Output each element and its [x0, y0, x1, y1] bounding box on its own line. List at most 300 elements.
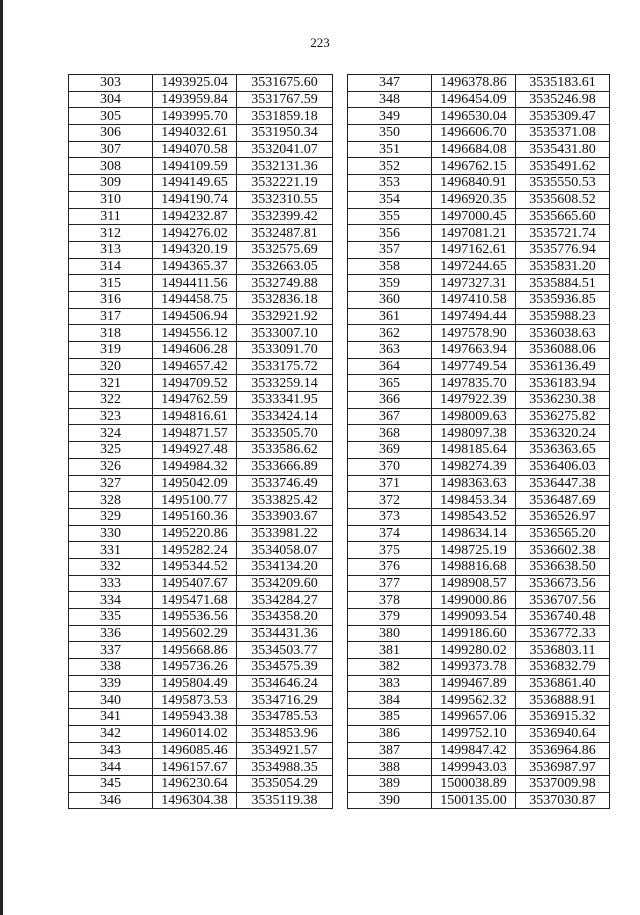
- y-coordinate-cell: 3536638.50: [516, 558, 610, 575]
- y-coordinate-cell: 3536320.24: [516, 425, 610, 442]
- y-coordinate-cell: 3534134.20: [237, 558, 333, 575]
- table-row: [69, 625, 333, 642]
- point-number-cell: 366: [348, 392, 432, 409]
- y-coordinate-cell: 3537030.87: [516, 792, 610, 809]
- x-coordinate-cell: 1498185.64: [432, 442, 516, 459]
- y-coordinate-cell: 3533259.14: [237, 375, 333, 392]
- y-coordinate-cell: 3534646.24: [237, 675, 333, 692]
- table-row: [348, 258, 610, 275]
- table-row: [69, 709, 333, 726]
- x-coordinate-cell: 1500038.89: [432, 775, 516, 792]
- table-row: [348, 208, 610, 225]
- table-row: [348, 91, 610, 108]
- table-row: [69, 725, 333, 742]
- table-row: [69, 125, 333, 142]
- x-coordinate-cell: 1495602.29: [153, 625, 237, 642]
- x-coordinate-cell: 1496304.38: [153, 792, 237, 809]
- point-number-cell: 371: [348, 475, 432, 492]
- point-number-cell: 388: [348, 759, 432, 776]
- table-row: [69, 592, 333, 609]
- table-row: [348, 458, 610, 475]
- x-coordinate-cell: 1497327.31: [432, 275, 516, 292]
- y-coordinate-cell: 3535054.29: [237, 775, 333, 792]
- y-coordinate-cell: 3533586.62: [237, 442, 333, 459]
- x-coordinate-cell: 1495873.53: [153, 692, 237, 709]
- table-row: [348, 175, 610, 192]
- x-coordinate-cell: 1494032.61: [153, 125, 237, 142]
- y-coordinate-cell: 3533007.10: [237, 325, 333, 342]
- table-row: [348, 392, 610, 409]
- point-number-cell: 339: [69, 675, 153, 692]
- y-coordinate-cell: 3532836.18: [237, 291, 333, 308]
- y-coordinate-cell: 3532749.88: [237, 275, 333, 292]
- point-number-cell: 303: [69, 75, 153, 92]
- coordinates-table-right: [347, 74, 610, 809]
- x-coordinate-cell: 1496014.02: [153, 725, 237, 742]
- x-coordinate-cell: 1494149.65: [153, 175, 237, 192]
- point-number-cell: 375: [348, 542, 432, 559]
- table-row: [69, 542, 333, 559]
- point-number-cell: 363: [348, 342, 432, 359]
- point-number-cell: 364: [348, 358, 432, 375]
- table-row: [69, 342, 333, 359]
- y-coordinate-cell: 3532399.42: [237, 208, 333, 225]
- point-number-cell: 381: [348, 642, 432, 659]
- point-number-cell: 349: [348, 108, 432, 125]
- table-row: [69, 158, 333, 175]
- y-coordinate-cell: 3535776.94: [516, 241, 610, 258]
- x-coordinate-cell: 1496378.86: [432, 75, 516, 92]
- y-coordinate-cell: 3531859.18: [237, 108, 333, 125]
- table-row: [69, 108, 333, 125]
- y-coordinate-cell: 3536183.94: [516, 375, 610, 392]
- x-coordinate-cell: 1497749.54: [432, 358, 516, 375]
- y-coordinate-cell: 3532575.69: [237, 241, 333, 258]
- table-row: [69, 91, 333, 108]
- y-coordinate-cell: 3532131.36: [237, 158, 333, 175]
- point-number-cell: 338: [69, 659, 153, 676]
- table-row: [348, 792, 610, 809]
- y-coordinate-cell: 3532921.92: [237, 308, 333, 325]
- point-number-cell: 318: [69, 325, 153, 342]
- y-coordinate-cell: 3533746.49: [237, 475, 333, 492]
- y-coordinate-cell: 3533341.95: [237, 392, 333, 409]
- x-coordinate-cell: 1493959.84: [153, 91, 237, 108]
- y-coordinate-cell: 3536740.48: [516, 609, 610, 626]
- y-coordinate-cell: 3534284.27: [237, 592, 333, 609]
- x-coordinate-cell: 1495160.36: [153, 508, 237, 525]
- y-coordinate-cell: 3531675.60: [237, 75, 333, 92]
- table-row: [348, 525, 610, 542]
- y-coordinate-cell: 3536406.03: [516, 458, 610, 475]
- point-number-cell: 350: [348, 125, 432, 142]
- table-row: [348, 692, 610, 709]
- x-coordinate-cell: 1499373.78: [432, 659, 516, 676]
- point-number-cell: 360: [348, 291, 432, 308]
- y-coordinate-cell: 3535550.53: [516, 175, 610, 192]
- x-coordinate-cell: 1496762.15: [432, 158, 516, 175]
- x-coordinate-cell: 1495344.52: [153, 558, 237, 575]
- table-row: [348, 342, 610, 359]
- x-coordinate-cell: 1497162.61: [432, 241, 516, 258]
- x-coordinate-cell: 1496840.91: [432, 175, 516, 192]
- y-coordinate-cell: 3535371.08: [516, 125, 610, 142]
- x-coordinate-cell: 1497000.45: [432, 208, 516, 225]
- point-number-cell: 317: [69, 308, 153, 325]
- point-number-cell: 310: [69, 191, 153, 208]
- point-number-cell: 324: [69, 425, 153, 442]
- y-coordinate-cell: 3536363.65: [516, 442, 610, 459]
- table-row: [69, 291, 333, 308]
- table-row: [348, 375, 610, 392]
- table-row: [348, 358, 610, 375]
- x-coordinate-cell: 1498274.39: [432, 458, 516, 475]
- table-row: [348, 475, 610, 492]
- x-coordinate-cell: 1494657.42: [153, 358, 237, 375]
- table-row: [348, 225, 610, 242]
- point-number-cell: 319: [69, 342, 153, 359]
- y-coordinate-cell: 3532041.07: [237, 141, 333, 158]
- y-coordinate-cell: 3535119.38: [237, 792, 333, 809]
- y-coordinate-cell: 3535936.85: [516, 291, 610, 308]
- x-coordinate-cell: 1495668.86: [153, 642, 237, 659]
- y-coordinate-cell: 3533666.89: [237, 458, 333, 475]
- y-coordinate-cell: 3535665.60: [516, 208, 610, 225]
- x-coordinate-cell: 1494606.28: [153, 342, 237, 359]
- point-number-cell: 332: [69, 558, 153, 575]
- x-coordinate-cell: 1494109.59: [153, 158, 237, 175]
- table-row: [348, 325, 610, 342]
- x-coordinate-cell: 1495220.86: [153, 525, 237, 542]
- x-coordinate-cell: 1494070.58: [153, 141, 237, 158]
- y-coordinate-cell: 3535884.51: [516, 275, 610, 292]
- table-row: [69, 675, 333, 692]
- table-row: [69, 425, 333, 442]
- scan-edge-line: [0, 0, 3, 915]
- table-row: [69, 525, 333, 542]
- point-number-cell: 373: [348, 508, 432, 525]
- table-row: [69, 208, 333, 225]
- coordinates-table-left: [68, 74, 333, 809]
- table-row: [348, 659, 610, 676]
- table-row: [69, 191, 333, 208]
- x-coordinate-cell: 1498634.14: [432, 525, 516, 542]
- x-coordinate-cell: 1495471.68: [153, 592, 237, 609]
- table-row: [69, 442, 333, 459]
- x-coordinate-cell: 1499847.42: [432, 742, 516, 759]
- point-number-cell: 311: [69, 208, 153, 225]
- table-row: [348, 759, 610, 776]
- point-number-cell: 348: [348, 91, 432, 108]
- table-row: [69, 692, 333, 709]
- x-coordinate-cell: 1494556.12: [153, 325, 237, 342]
- point-number-cell: 380: [348, 625, 432, 642]
- table-row: [348, 725, 610, 742]
- x-coordinate-cell: 1494458.75: [153, 291, 237, 308]
- table-row: [69, 358, 333, 375]
- point-number-cell: 305: [69, 108, 153, 125]
- table-row: [69, 392, 333, 409]
- x-coordinate-cell: 1498908.57: [432, 575, 516, 592]
- table-row: [69, 175, 333, 192]
- point-number-cell: 353: [348, 175, 432, 192]
- point-number-cell: 329: [69, 508, 153, 525]
- point-number-cell: 322: [69, 392, 153, 409]
- x-coordinate-cell: 1497244.65: [432, 258, 516, 275]
- point-number-cell: 358: [348, 258, 432, 275]
- point-number-cell: 344: [69, 759, 153, 776]
- x-coordinate-cell: 1495407.67: [153, 575, 237, 592]
- y-coordinate-cell: 3536888.91: [516, 692, 610, 709]
- point-number-cell: 351: [348, 141, 432, 158]
- table-row: [348, 425, 610, 442]
- x-coordinate-cell: 1500135.00: [432, 792, 516, 809]
- y-coordinate-cell: 3536940.64: [516, 725, 610, 742]
- y-coordinate-cell: 3532310.55: [237, 191, 333, 208]
- x-coordinate-cell: 1494320.19: [153, 241, 237, 258]
- y-coordinate-cell: 3536136.49: [516, 358, 610, 375]
- point-number-cell: 390: [348, 792, 432, 809]
- y-coordinate-cell: 3531767.59: [237, 91, 333, 108]
- point-number-cell: 326: [69, 458, 153, 475]
- point-number-cell: 365: [348, 375, 432, 392]
- table-row: [348, 675, 610, 692]
- point-number-cell: 312: [69, 225, 153, 242]
- x-coordinate-cell: 1499562.32: [432, 692, 516, 709]
- y-coordinate-cell: 3536602.38: [516, 542, 610, 559]
- y-coordinate-cell: 3533505.70: [237, 425, 333, 442]
- page-number: 223: [310, 35, 330, 50]
- point-number-cell: 307: [69, 141, 153, 158]
- point-number-cell: 356: [348, 225, 432, 242]
- table-row: [348, 609, 610, 626]
- table-row: [69, 475, 333, 492]
- x-coordinate-cell: 1495804.49: [153, 675, 237, 692]
- y-coordinate-cell: 3532487.81: [237, 225, 333, 242]
- y-coordinate-cell: 3535831.20: [516, 258, 610, 275]
- y-coordinate-cell: 3533981.22: [237, 525, 333, 542]
- x-coordinate-cell: 1497922.39: [432, 392, 516, 409]
- table-row: [348, 308, 610, 325]
- point-number-cell: 372: [348, 492, 432, 509]
- table-row: [69, 659, 333, 676]
- table-row: [348, 508, 610, 525]
- point-number-cell: 377: [348, 575, 432, 592]
- point-number-cell: 320: [69, 358, 153, 375]
- point-number-cell: 369: [348, 442, 432, 459]
- x-coordinate-cell: 1496684.08: [432, 141, 516, 158]
- table-row: [348, 141, 610, 158]
- y-coordinate-cell: 3532663.05: [237, 258, 333, 275]
- y-coordinate-cell: 3534575.39: [237, 659, 333, 676]
- point-number-cell: 330: [69, 525, 153, 542]
- table-row: [348, 442, 610, 459]
- x-coordinate-cell: 1496606.70: [432, 125, 516, 142]
- point-number-cell: 308: [69, 158, 153, 175]
- point-number-cell: 352: [348, 158, 432, 175]
- point-number-cell: 340: [69, 692, 153, 709]
- x-coordinate-cell: 1494709.52: [153, 375, 237, 392]
- x-coordinate-cell: 1495042.09: [153, 475, 237, 492]
- table-row: [348, 709, 610, 726]
- point-number-cell: 347: [348, 75, 432, 92]
- x-coordinate-cell: 1497578.90: [432, 325, 516, 342]
- x-coordinate-cell: 1495282.24: [153, 542, 237, 559]
- table-row: [69, 275, 333, 292]
- table-row: [69, 241, 333, 258]
- table-row: [348, 542, 610, 559]
- y-coordinate-cell: 3535309.47: [516, 108, 610, 125]
- y-coordinate-cell: 3536275.82: [516, 408, 610, 425]
- table-row: [348, 125, 610, 142]
- point-number-cell: 333: [69, 575, 153, 592]
- table-row: [348, 775, 610, 792]
- point-number-cell: 328: [69, 492, 153, 509]
- table-row: [348, 575, 610, 592]
- y-coordinate-cell: 3534853.96: [237, 725, 333, 742]
- x-coordinate-cell: 1498363.63: [432, 475, 516, 492]
- table-row: [348, 408, 610, 425]
- table-row: [69, 609, 333, 626]
- point-number-cell: 357: [348, 241, 432, 258]
- y-coordinate-cell: 3536673.56: [516, 575, 610, 592]
- x-coordinate-cell: 1499752.10: [432, 725, 516, 742]
- x-coordinate-cell: 1499467.89: [432, 675, 516, 692]
- y-coordinate-cell: 3536526.97: [516, 508, 610, 525]
- point-number-cell: 387: [348, 742, 432, 759]
- y-coordinate-cell: 3536861.40: [516, 675, 610, 692]
- table-row: [69, 375, 333, 392]
- point-number-cell: 359: [348, 275, 432, 292]
- x-coordinate-cell: 1496454.09: [432, 91, 516, 108]
- point-number-cell: 304: [69, 91, 153, 108]
- table-row: [69, 308, 333, 325]
- y-coordinate-cell: 3535491.62: [516, 158, 610, 175]
- x-coordinate-cell: 1493925.04: [153, 75, 237, 92]
- point-number-cell: 385: [348, 709, 432, 726]
- point-number-cell: 386: [348, 725, 432, 742]
- table-row: [348, 158, 610, 175]
- y-coordinate-cell: 3534785.53: [237, 709, 333, 726]
- y-coordinate-cell: 3532221.19: [237, 175, 333, 192]
- x-coordinate-cell: 1495736.26: [153, 659, 237, 676]
- point-number-cell: 331: [69, 542, 153, 559]
- table-row: [348, 291, 610, 308]
- point-number-cell: 306: [69, 125, 153, 142]
- point-number-cell: 354: [348, 191, 432, 208]
- x-coordinate-cell: 1496157.67: [153, 759, 237, 776]
- point-number-cell: 374: [348, 525, 432, 542]
- y-coordinate-cell: 3536230.38: [516, 392, 610, 409]
- x-coordinate-cell: 1496230.64: [153, 775, 237, 792]
- x-coordinate-cell: 1495100.77: [153, 492, 237, 509]
- table-row: [69, 225, 333, 242]
- y-coordinate-cell: 3534058.07: [237, 542, 333, 559]
- table-row: [348, 108, 610, 125]
- x-coordinate-cell: 1494276.02: [153, 225, 237, 242]
- table-row: [69, 508, 333, 525]
- table-row: [69, 642, 333, 659]
- table-row: [69, 325, 333, 342]
- point-number-cell: 343: [69, 742, 153, 759]
- y-coordinate-cell: 3534716.29: [237, 692, 333, 709]
- x-coordinate-cell: 1494365.37: [153, 258, 237, 275]
- point-number-cell: 345: [69, 775, 153, 792]
- point-number-cell: 313: [69, 241, 153, 258]
- point-number-cell: 337: [69, 642, 153, 659]
- table-row: [348, 642, 610, 659]
- y-coordinate-cell: 3536987.97: [516, 759, 610, 776]
- x-coordinate-cell: 1498816.68: [432, 558, 516, 575]
- x-coordinate-cell: 1494762.59: [153, 392, 237, 409]
- table-row: [348, 625, 610, 642]
- y-coordinate-cell: 3534503.77: [237, 642, 333, 659]
- y-coordinate-cell: 3536447.38: [516, 475, 610, 492]
- table-row: [69, 492, 333, 509]
- point-number-cell: 334: [69, 592, 153, 609]
- point-number-cell: 325: [69, 442, 153, 459]
- x-coordinate-cell: 1494411.56: [153, 275, 237, 292]
- y-coordinate-cell: 3535721.74: [516, 225, 610, 242]
- y-coordinate-cell: 3533175.72: [237, 358, 333, 375]
- table-row: [348, 191, 610, 208]
- y-coordinate-cell: 3536832.79: [516, 659, 610, 676]
- y-coordinate-cell: 3536038.63: [516, 325, 610, 342]
- y-coordinate-cell: 3536772.33: [516, 625, 610, 642]
- y-coordinate-cell: 3536964.86: [516, 742, 610, 759]
- table-row: [348, 592, 610, 609]
- point-number-cell: 346: [69, 792, 153, 809]
- y-coordinate-cell: 3536487.69: [516, 492, 610, 509]
- table-row: [348, 492, 610, 509]
- y-coordinate-cell: 3534921.57: [237, 742, 333, 759]
- table-row: [69, 258, 333, 275]
- x-coordinate-cell: 1497663.94: [432, 342, 516, 359]
- y-coordinate-cell: 3533903.67: [237, 508, 333, 525]
- y-coordinate-cell: 3536565.20: [516, 525, 610, 542]
- y-coordinate-cell: 3536088.06: [516, 342, 610, 359]
- y-coordinate-cell: 3533424.14: [237, 408, 333, 425]
- y-coordinate-cell: 3533091.70: [237, 342, 333, 359]
- y-coordinate-cell: 3533825.42: [237, 492, 333, 509]
- y-coordinate-cell: 3534431.36: [237, 625, 333, 642]
- point-number-cell: 309: [69, 175, 153, 192]
- x-coordinate-cell: 1498725.19: [432, 542, 516, 559]
- point-number-cell: 383: [348, 675, 432, 692]
- x-coordinate-cell: 1499093.54: [432, 609, 516, 626]
- point-number-cell: 355: [348, 208, 432, 225]
- x-coordinate-cell: 1494927.48: [153, 442, 237, 459]
- x-coordinate-cell: 1499943.03: [432, 759, 516, 776]
- point-number-cell: 321: [69, 375, 153, 392]
- y-coordinate-cell: 3534209.60: [237, 575, 333, 592]
- x-coordinate-cell: 1496530.04: [432, 108, 516, 125]
- table-row: [348, 275, 610, 292]
- x-coordinate-cell: 1495943.38: [153, 709, 237, 726]
- point-number-cell: 315: [69, 275, 153, 292]
- x-coordinate-cell: 1494984.32: [153, 458, 237, 475]
- x-coordinate-cell: 1499000.86: [432, 592, 516, 609]
- x-coordinate-cell: 1499280.02: [432, 642, 516, 659]
- table-row: [348, 75, 610, 92]
- point-number-cell: 367: [348, 408, 432, 425]
- x-coordinate-cell: 1496085.46: [153, 742, 237, 759]
- point-number-cell: 316: [69, 291, 153, 308]
- table-row: [348, 558, 610, 575]
- point-number-cell: 314: [69, 258, 153, 275]
- x-coordinate-cell: 1499657.06: [432, 709, 516, 726]
- y-coordinate-cell: 3537009.98: [516, 775, 610, 792]
